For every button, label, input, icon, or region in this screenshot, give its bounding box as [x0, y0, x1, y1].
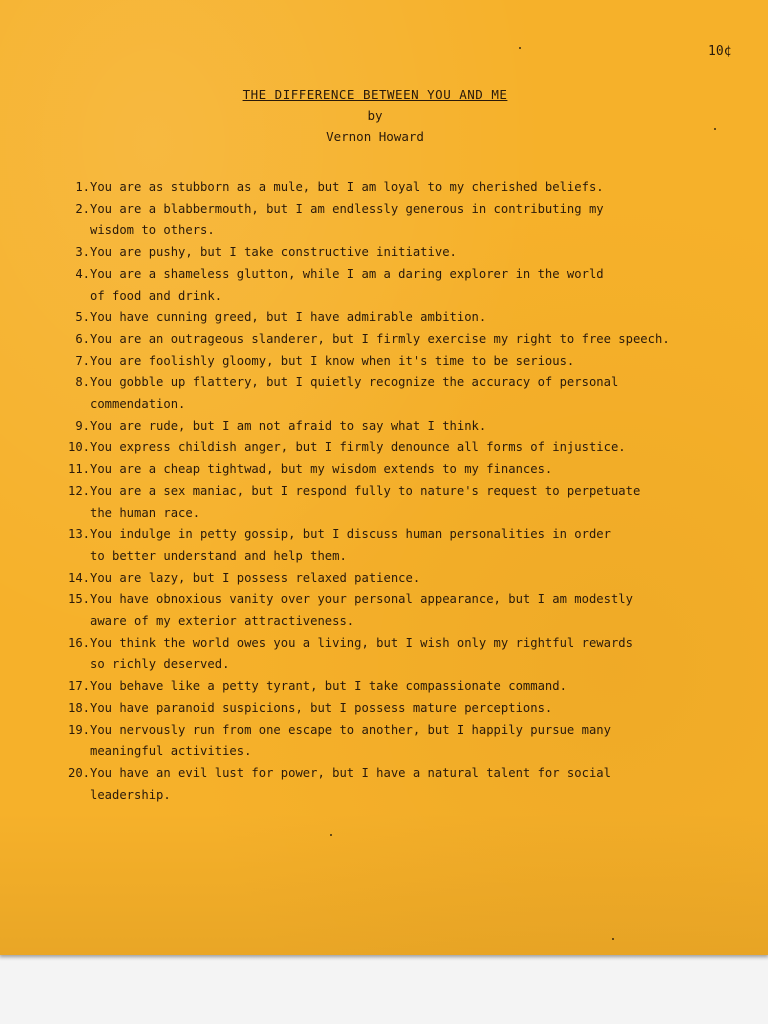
item-number: 3.: [75, 245, 90, 260]
item-number: 1.: [75, 180, 90, 194]
document-title: THE DIFFERENCE BETWEEN YOU AND ME: [242, 87, 508, 102]
item-text: You are pushy, but I take constructive initiative.: [90, 245, 457, 260]
list-item: [44, 481, 724, 524]
item-text: You are an outrageous slanderer, but I firmly exercise my right to free speech.: [90, 331, 670, 346]
list-item: [44, 242, 724, 264]
item-number: 15.: [67, 592, 90, 607]
list-item: [44, 177, 724, 199]
list-item: [44, 698, 724, 720]
list-item: [44, 568, 724, 590]
list-item: [44, 720, 724, 763]
list-item: [44, 437, 724, 459]
paper-speck: [612, 938, 614, 940]
price-mark: 10¢: [708, 44, 732, 59]
item-text: You nervously run from one escape to another, but I happily pursue many meaningful activities.: [90, 722, 611, 759]
item-text: You have an evil lust for power, but I have a natural talent for social leadership.: [90, 765, 611, 802]
item-text: You have cunning greed, but I have admirable ambition.: [90, 310, 487, 325]
list-item: [44, 416, 724, 438]
list-item: [44, 264, 724, 307]
document-header: [0, 84, 750, 147]
item-number: 13.: [67, 527, 90, 542]
item-text: You indulge in petty gossip, but I discuss human personalities in order to better understand and help them.: [90, 527, 611, 563]
item-number: 11.: [67, 462, 90, 477]
item-text: You are a cheap tightwad, but my wisdom extends to my finances.: [90, 462, 553, 477]
author-name: Vernon Howard: [326, 129, 424, 144]
list-item: [44, 199, 724, 242]
item-number: 14.: [67, 570, 90, 585]
item-text: You are a sex maniac, but I respond fully to nature's request to perpetuate the human race.: [90, 483, 641, 520]
item-number: 12.: [67, 483, 90, 498]
item-text: You are foolishly gloomy, but I know when it's time to be serious.: [90, 353, 575, 368]
item-text: You behave like a petty tyrant, but I take compassionate command.: [90, 679, 567, 694]
item-number: 4.: [75, 266, 90, 281]
item-number: 5.: [75, 310, 90, 325]
item-text: You are a shameless glutton, while I am a daring explorer in the world of food and drink.: [90, 266, 604, 303]
item-number: 10.: [67, 440, 90, 455]
list-item: [44, 459, 724, 481]
item-number: 20.: [67, 765, 90, 780]
item-number: 2.: [75, 201, 90, 216]
byline-by: by: [367, 108, 383, 123]
item-text: You think the world owes you a living, but I wish only my rightful rewards so richly deserved.: [90, 635, 633, 672]
list-item: [44, 763, 724, 806]
item-number: 7.: [75, 353, 90, 368]
item-text: You are a blabbermouth, but I am endlessly generous in contributing my wisdom to others.: [90, 201, 604, 238]
list-item: [44, 589, 724, 632]
list-item: [44, 524, 724, 567]
item-number: 18.: [67, 700, 90, 715]
item-text: You are rude, but I am not afraid to say what I think.: [90, 418, 487, 433]
item-text: You have obnoxious vanity over your personal appearance, but I am modestly aware of my exterior attractiveness.: [90, 592, 633, 629]
paper-speck: [714, 128, 716, 130]
list-item: [44, 329, 724, 351]
item-text: You have paranoid suspicions, but I possess mature perceptions.: [90, 700, 553, 715]
list-item: [44, 676, 724, 698]
item-number: 16.: [67, 635, 90, 650]
item-text: You gobble up flattery, but I quietly recognize the accuracy of personal commendation.: [90, 375, 619, 412]
item-number: 17.: [67, 679, 90, 694]
item-text: You are as stubborn as a mule, but I am loyal to my cherished beliefs.: [90, 180, 604, 194]
list-item: [44, 307, 724, 329]
item-number: 9.: [75, 418, 90, 433]
list-item: [44, 633, 724, 676]
paper-speck: [519, 47, 521, 49]
list-item: [44, 372, 724, 415]
item-text: You are lazy, but I possess relaxed patience.: [90, 570, 421, 585]
item-number: 19.: [67, 722, 90, 737]
item-number: 6.: [75, 331, 90, 346]
comparison-list: [44, 177, 724, 806]
paper-speck: [330, 834, 332, 836]
item-text: You express childish anger, but I firmly denounce all forms of injustice.: [90, 440, 626, 455]
item-number: 8.: [75, 375, 90, 390]
list-item: [44, 351, 724, 373]
